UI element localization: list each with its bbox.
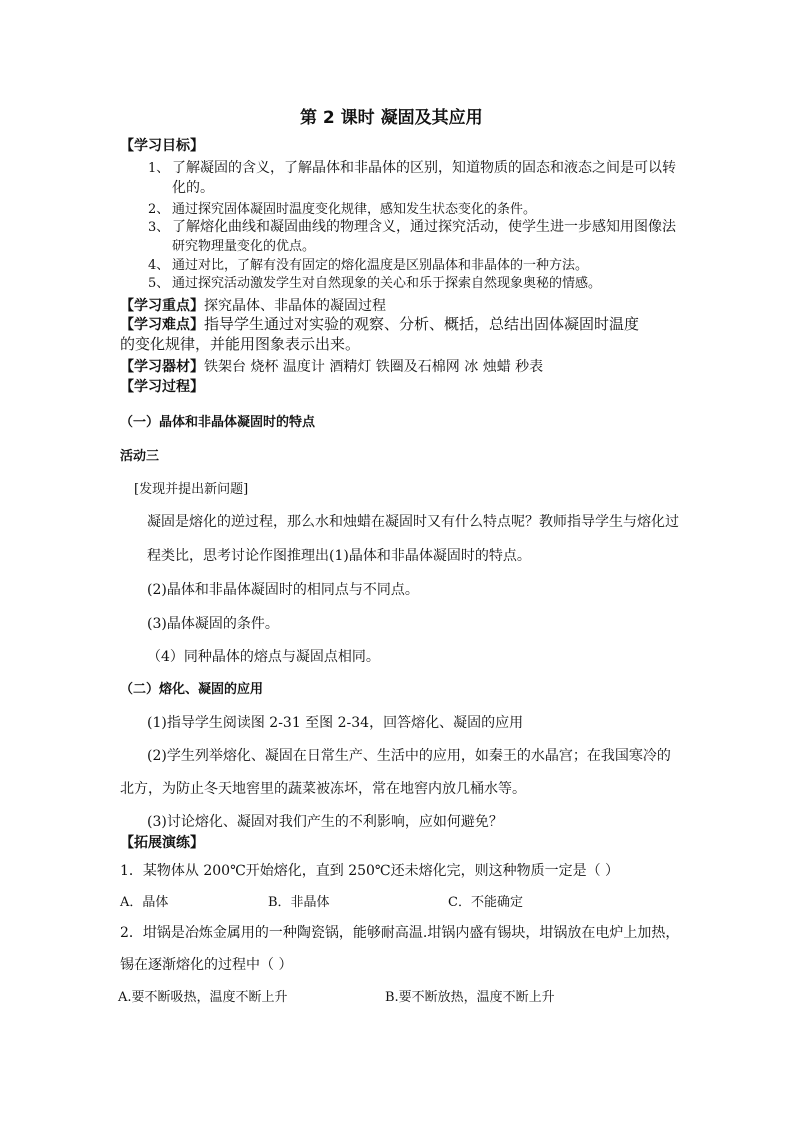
- exercise-1-question: 1．某物体从 200℃开始熔化，直到 250℃还未熔化完，则这种物质一定是（ ）: [120, 863, 620, 879]
- difficulty-row: [120, 316, 639, 332]
- exercise-1-option-c: C．不能确定: [448, 895, 523, 910]
- objective-line: 研究物理量变化的优点。: [172, 239, 316, 254]
- objective-line: 通过探究活动激发学生对自然现象的关心和乐于探索自然现象奥秘的情感。: [172, 276, 602, 291]
- question-4: （4）同种晶体的熔点与凝固点相同。: [147, 649, 380, 665]
- section1-paragraph-line2: 程类比，思考讨论作图推理出(1)晶体和非晶体凝固时的特点。: [147, 548, 531, 564]
- question-3: (3)晶体凝固的条件。: [147, 616, 279, 632]
- objective-line: 通过探究固体凝固时温度变化规律，感知发生状态变化的条件。: [172, 202, 537, 217]
- objective-line: 通过对比，了解有没有固定的熔化温度是区别晶体和非晶体的一种方法。: [172, 258, 589, 273]
- exercise-2-question-line1: 2．坩锅是冶炼金属用的一种陶瓷锅，能够耐高温.坩锅内盛有锡块，坩锅放在电炉上加热，: [120, 925, 680, 941]
- section2-title: （二）熔化、凝固的应用: [120, 682, 264, 697]
- exercise-2-option-b: B.要不断放热，温度不断上升: [385, 990, 555, 1005]
- objective-number: 1、: [148, 161, 170, 176]
- section2-point-2-line1: (2)学生列举熔化、凝固在日常生产、生活中的应用，如秦王的水晶宫；在我国寒冷的: [147, 748, 671, 764]
- exercise-2-option-a: A.要不断吸热，温度不断上升: [118, 990, 288, 1005]
- exercise-1-option-b: B．非晶体: [268, 895, 330, 910]
- difficulty-text-line1: 指导学生通过对实验的观察、分析、概括，总结出固体凝固时温度: [204, 315, 640, 333]
- equipment-text: 铁架台 烧杯 温度计 酒精灯 铁圈及石棉网 冰 烛蜡 秒表: [204, 359, 544, 375]
- objective-line: 化的。: [172, 180, 214, 196]
- objective-number: 2、: [148, 202, 170, 217]
- section2-point-3: (3)讨论熔化、凝固对我们产生的不利影响，应如何避免？: [147, 814, 503, 830]
- objectives-heading: 【学习目标】: [120, 138, 204, 154]
- equipment-row: [120, 358, 543, 374]
- objective-number: 5、: [148, 276, 170, 291]
- key-point-label: 【学习重点】: [120, 298, 204, 314]
- section1-paragraph-line1: 凝固是熔化的逆过程，那么水和烛蜡在凝固时又有什么特点呢？教师指导学生与熔化过: [147, 514, 679, 530]
- process-heading: 【学习过程】: [120, 379, 204, 395]
- objective-line: 了解凝固的含义，了解晶体和非晶体的区别，知道物质的固态和液态之间是可以转: [172, 160, 676, 176]
- bracket-heading: [发现并提出新问题]: [134, 482, 249, 497]
- question-2: (2)晶体和非晶体凝固时的相同点与不同点。: [147, 582, 419, 598]
- section2-point-2-line2: 北方，为防止冬天地窖里的蔬菜被冻坏，常在地窖内放几桶水等。: [120, 781, 526, 797]
- difficulty-text-line2: 的变化规律，并能用图象表示出来。: [120, 335, 361, 353]
- section2-point-1: (1)指导学生阅读图 2-31 至图 2-34，回答熔化、凝固的应用: [147, 715, 524, 731]
- activity-label: 活动三: [120, 449, 160, 464]
- difficulty-label: 【学习难点】: [120, 317, 204, 333]
- exercise-2-question-line2: 锡在逐渐熔化的过程中（ ）: [120, 957, 293, 973]
- key-point-row: [120, 297, 386, 313]
- equipment-label: 【学习器材】: [120, 359, 204, 375]
- page-title: 第 2 课时 凝固及其应用: [300, 108, 483, 128]
- objective-number: 4、: [148, 258, 170, 273]
- objective-line: 了解熔化曲线和凝固曲线的物理含义，通过探究活动，使学生进一步感知用图像法: [172, 219, 676, 235]
- key-point-text: 探究晶体、非晶体的凝固过程: [204, 298, 386, 314]
- objective-number: 3、: [148, 220, 170, 235]
- section1-title: （一）晶体和非晶体凝固时的特点: [120, 415, 316, 430]
- exercises-heading: 【拓展演练】: [120, 835, 204, 851]
- exercise-1-option-a: A．晶体: [120, 895, 169, 910]
